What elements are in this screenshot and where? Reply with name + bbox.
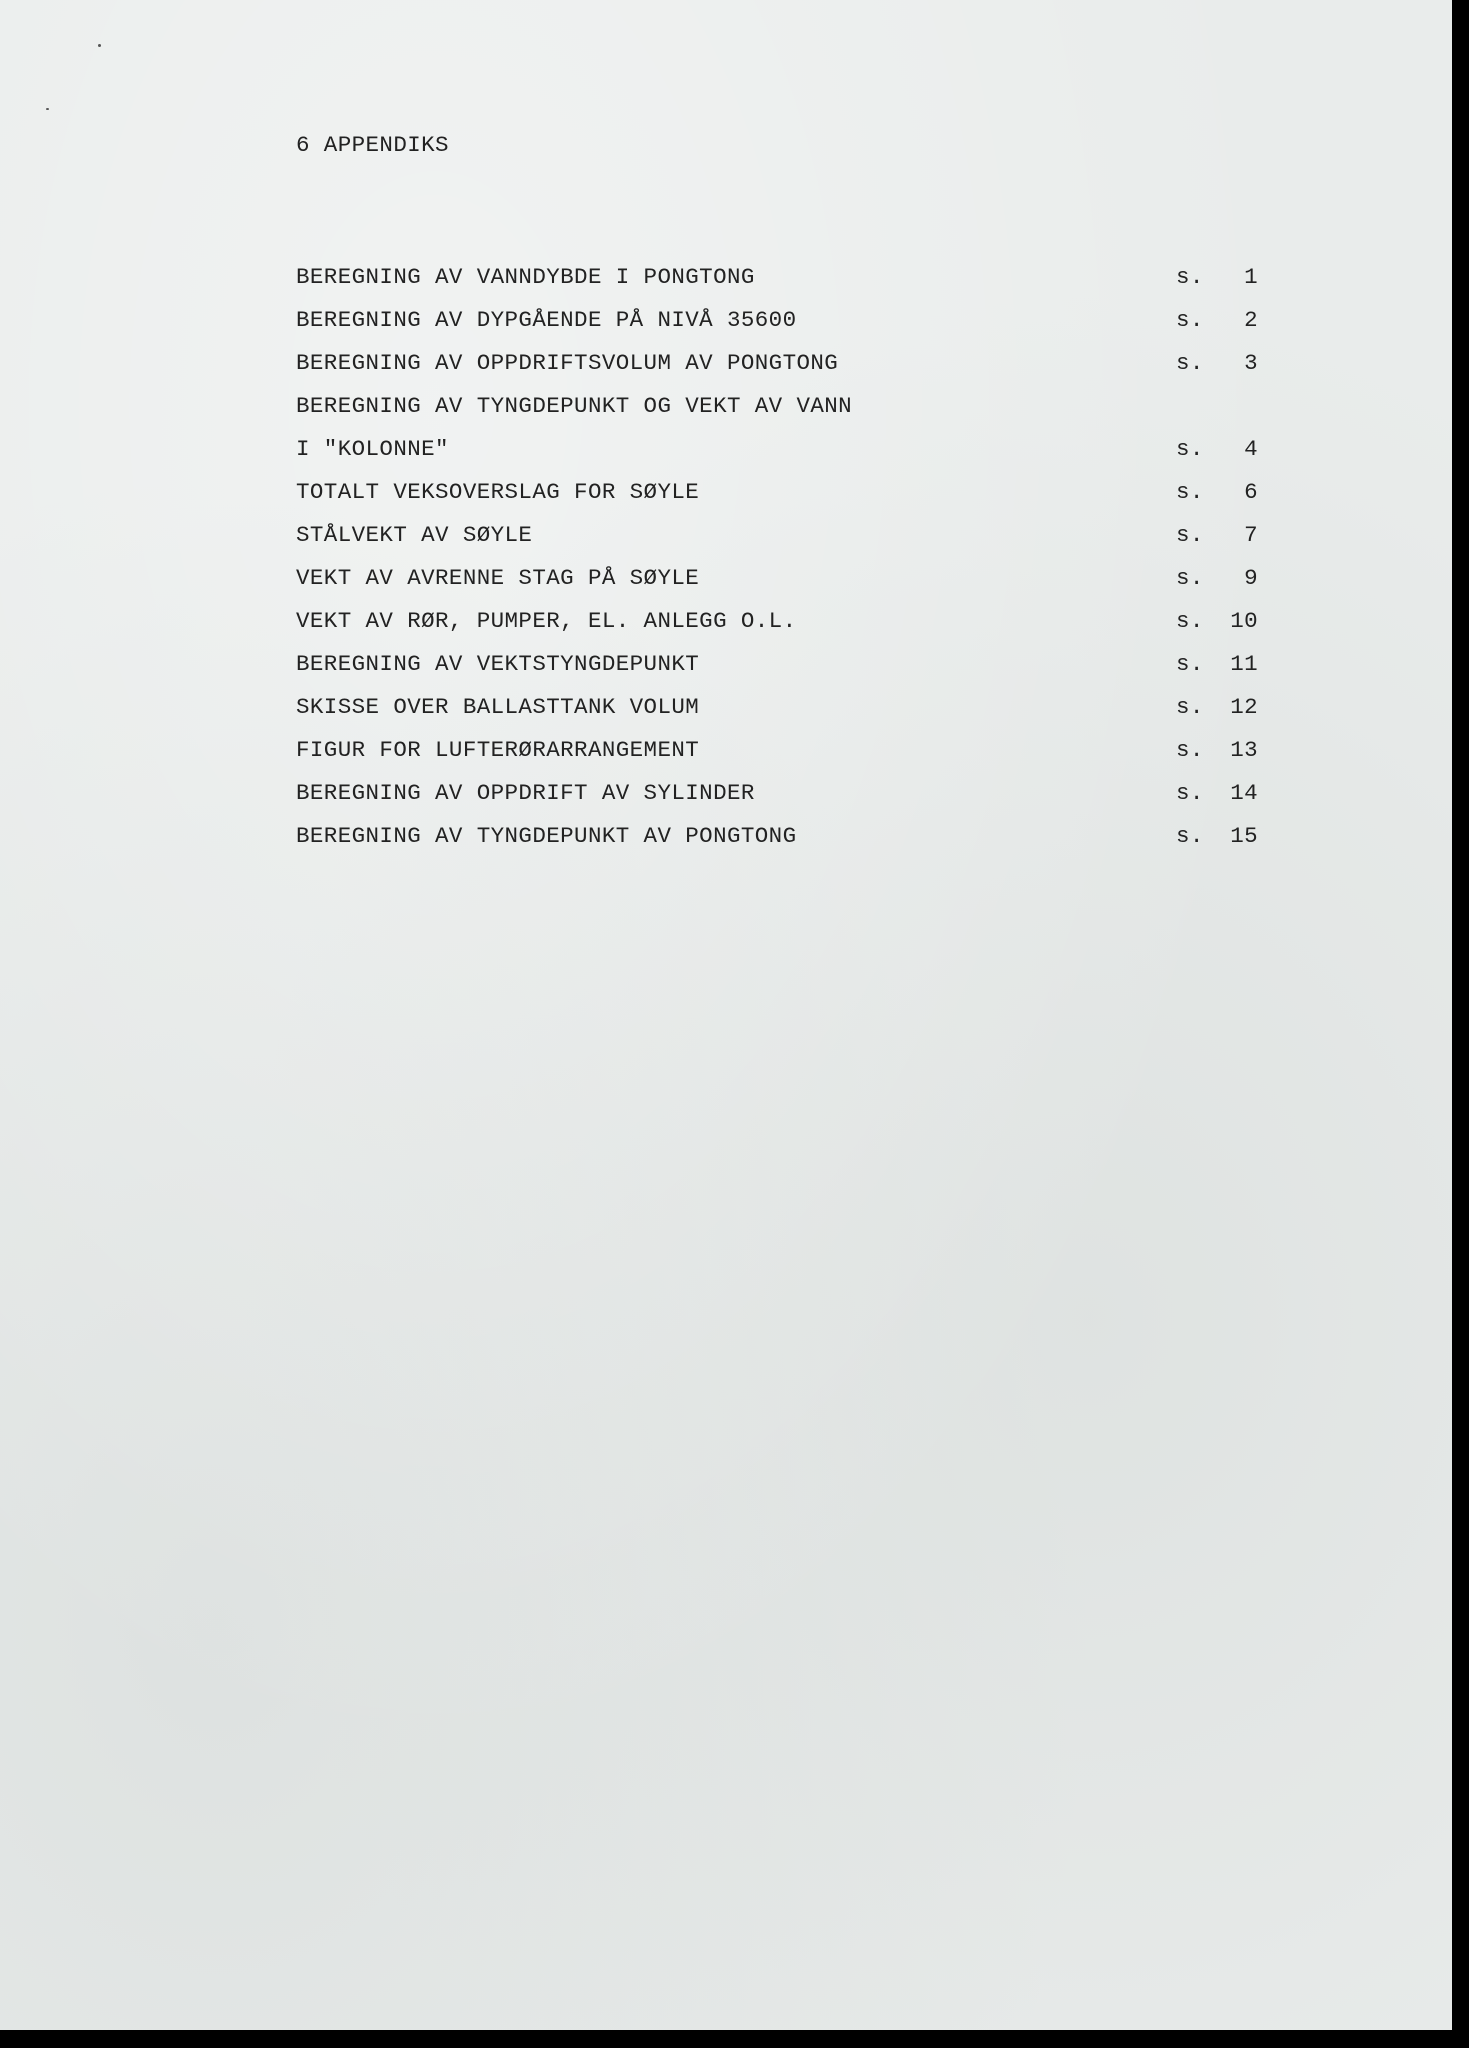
toc-entry-page-number: 11 [1230, 651, 1258, 677]
toc-entry [296, 735, 1296, 778]
toc-entry-title: BEREGNING AV VEKTSTYNGDEPUNKT [296, 651, 700, 677]
toc-entry [296, 348, 1296, 391]
scan-speck [98, 44, 101, 47]
toc-entry-page-prefix: s. [1176, 565, 1204, 591]
toc-entry-page-number: 9 [1244, 565, 1258, 591]
toc-entry-page-number: 13 [1230, 737, 1258, 763]
toc-entry-page-number: 6 [1244, 479, 1258, 505]
toc-entry-page-prefix: s. [1176, 522, 1204, 548]
toc-entry [296, 520, 1296, 563]
toc-entry-page-number: 10 [1230, 608, 1258, 634]
scan-speck [46, 108, 49, 110]
toc-entry-page-number: 4 [1244, 436, 1258, 462]
toc-entry-page-number: 1 [1244, 264, 1258, 290]
toc-entry [296, 649, 1296, 692]
toc-entry-page-prefix: s. [1176, 608, 1204, 634]
toc-entry-page-prefix: s. [1176, 737, 1204, 763]
toc-entry-page-prefix: s. [1176, 651, 1204, 677]
toc-entry-page-prefix: s. [1176, 780, 1204, 806]
toc-entry-page-number: 7 [1244, 522, 1258, 548]
toc-entry-title: BEREGNING AV DYPGÅENDE PÅ NIVÅ 35600 [296, 307, 797, 333]
toc-entry [296, 434, 1296, 477]
toc-entry-page-number: 2 [1244, 307, 1258, 333]
toc-entry-title: I "KOLONNE" [296, 436, 449, 462]
toc-entry-title: SKISSE OVER BALLASTTANK VOLUM [296, 694, 700, 720]
table-of-contents [296, 262, 1296, 864]
toc-entry-page-prefix: s. [1176, 264, 1204, 290]
toc-entry-title: BEREGNING AV TYNGDEPUNKT OG VEKT AV VANN [296, 393, 853, 419]
toc-entry-title: VEKT AV AVRENNE STAG PÅ SØYLE [296, 565, 700, 591]
toc-entry-title: STÅLVEKT AV SØYLE [296, 522, 533, 548]
section-heading: 6 APPENDIKS [296, 132, 449, 158]
toc-entry-page-prefix: s. [1176, 307, 1204, 333]
toc-entry-page-number: 14 [1230, 780, 1258, 806]
toc-entry [296, 692, 1296, 735]
toc-entry-title: BEREGNING AV VANNDYBDE I PONGTONG [296, 264, 755, 290]
toc-entry [296, 305, 1296, 348]
toc-entry-page-number: 3 [1244, 350, 1258, 376]
toc-entry-page-prefix: s. [1176, 694, 1204, 720]
toc-entry-page-prefix: s. [1176, 436, 1204, 462]
toc-entry [296, 262, 1296, 305]
toc-entry [296, 477, 1296, 520]
toc-entry-page-prefix: s. [1176, 350, 1204, 376]
toc-entry [296, 821, 1296, 864]
toc-entry-title: TOTALT VEKSOVERSLAG FOR SØYLE [296, 479, 700, 505]
toc-entry [296, 563, 1296, 606]
toc-entry-page-number: 12 [1230, 694, 1258, 720]
toc-entry-title: BEREGNING AV OPPDRIFT AV SYLINDER [296, 780, 755, 806]
toc-entry-page-prefix: s. [1176, 823, 1204, 849]
toc-entry-title: BEREGNING AV TYNGDEPUNKT AV PONGTONG [296, 823, 797, 849]
toc-entry-title: BEREGNING AV OPPDRIFTSVOLUM AV PONGTONG [296, 350, 839, 376]
toc-entry [296, 606, 1296, 649]
toc-entry-page-prefix: s. [1176, 479, 1204, 505]
toc-entry-page-number: 15 [1230, 823, 1258, 849]
toc-entry [296, 778, 1296, 821]
toc-entry [296, 391, 1296, 434]
toc-entry-title: FIGUR FOR LUFTERØRARRANGEMENT [296, 737, 700, 763]
toc-entry-title: VEKT AV RØR, PUMPER, EL. ANLEGG O.L. [296, 608, 797, 634]
